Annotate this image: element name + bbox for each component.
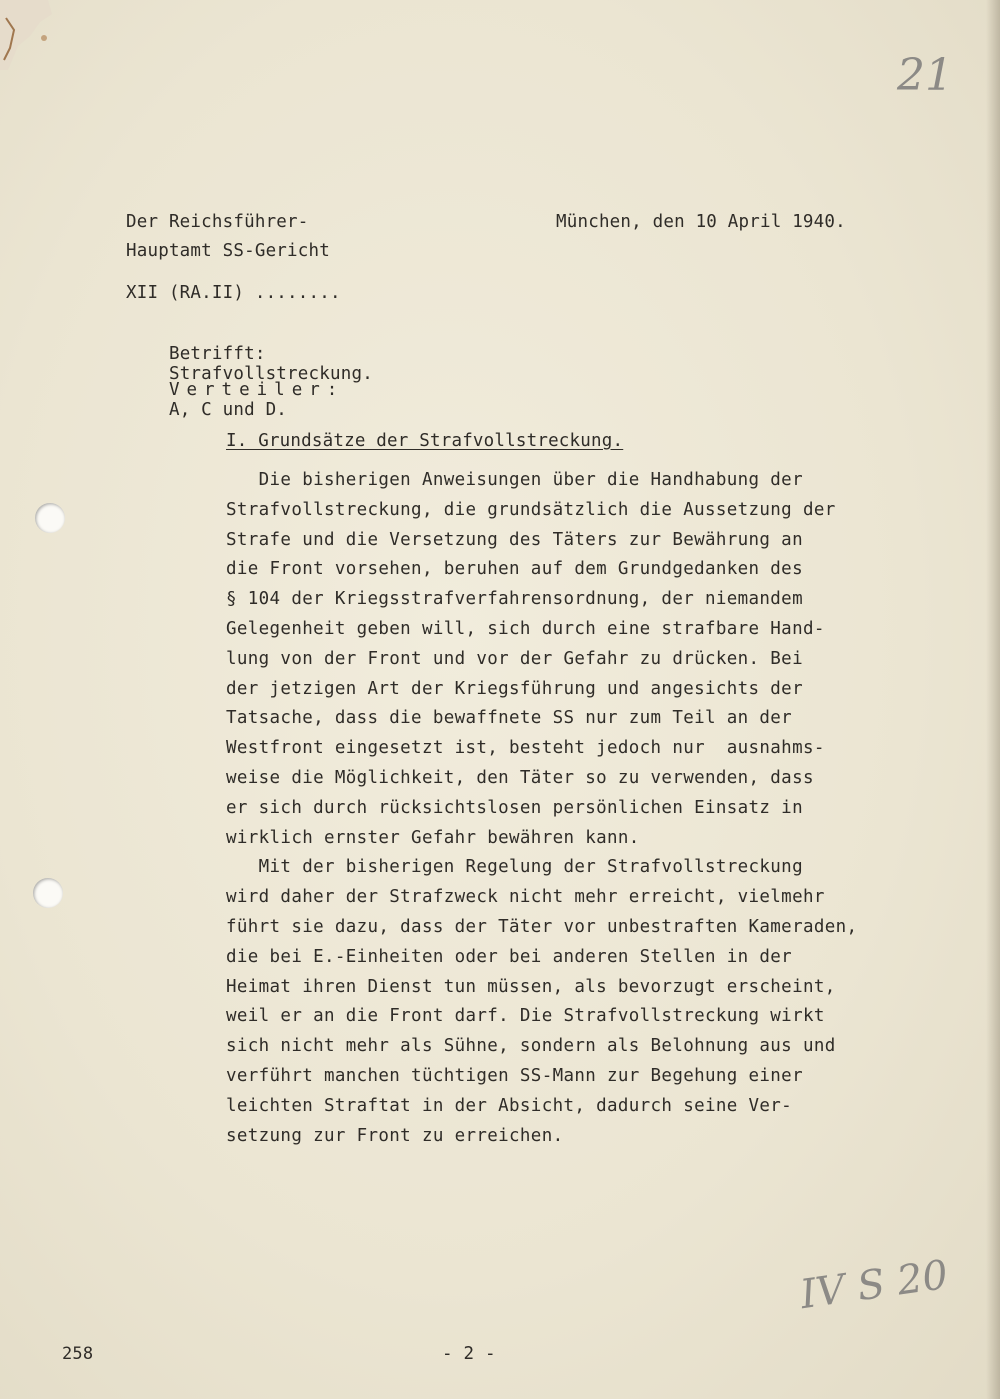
body-line: Mit der bisherigen Regelung der Strafvollstreckung	[226, 857, 803, 878]
body-line: er sich durch rücksichtslosen persönlichen Einsatz in	[226, 797, 803, 818]
page-mark-handwritten: 21	[897, 50, 953, 101]
distribution-label: Verteiler:	[168, 380, 345, 400]
subject-text: Strafvollstreckung.	[168, 364, 373, 384]
body-text	[226, 466, 936, 1151]
body-line: Strafe und die Versetzung des Täters zur Bewährung an	[226, 529, 803, 550]
body-line: weil er an die Front darf. Die Strafvollstreckung wirkt	[226, 1006, 825, 1027]
body-line: Westfront eingesetzt ist, besteht jedoch nur ausnahms-	[226, 738, 825, 759]
file-reference: XII (RA.II) ........	[126, 283, 341, 303]
body-line: führt sie dazu, dass der Täter vor unbestraften Kameraden,	[226, 916, 858, 937]
body-line: setzung zur Front zu erreichen.	[226, 1125, 564, 1146]
body-line: sich nicht mehr als Sühne, sondern als Belohnung aus und	[226, 1036, 836, 1057]
distribution-line	[126, 360, 344, 440]
body-line: Strafvollstreckung, die grundsätzlich die Aussetzung der	[226, 499, 836, 520]
body-line: leichten Straftat in der Absicht, dadurch seine Ver-	[226, 1095, 793, 1116]
place-date: München, den 10 April 1940.	[556, 212, 846, 232]
page-number: - 2 -	[442, 1344, 496, 1364]
body-line: wirklich ernster Gefahr bewähren kann.	[226, 827, 640, 848]
sender-line-2: Hauptamt SS-Gericht	[126, 241, 330, 261]
body-line: verführt manchen tüchtigen SS-Mann zur Begehung einer	[226, 1065, 803, 1086]
punch-hole-top	[35, 503, 65, 533]
body-line: Heimat ihren Dienst tun müssen, als bevorzugt erscheint,	[226, 976, 836, 997]
body-line: Die bisherigen Anweisungen über die Handhabung der	[226, 470, 803, 490]
section-heading: I. Grundsätze der Strafvollstreckung.	[226, 431, 624, 451]
body-line: Tatsache, dass die bewaffnete SS nur zum Teil an der	[226, 708, 793, 729]
body-line: § 104 der Kriegsstrafverfahrensordnung, der niemandem	[226, 589, 803, 610]
torn-corner	[0, 0, 70, 70]
body-line: lung von der Front und vor der Gefahr zu drücken. Bei	[226, 648, 803, 669]
body-line: die bei E.-Einheiten oder bei anderen Stellen in der	[226, 946, 793, 967]
body-line: der jetzigen Art der Kriegsführung und angesichts der	[226, 678, 803, 699]
page-edge-shadow	[986, 0, 1000, 1399]
body-line: Gelegenheit geben will, sich durch eine strafbare Hand-	[226, 618, 825, 639]
body-line: die Front vorsehen, beruhen auf dem Grundgedanken des	[226, 559, 803, 580]
handwritten-archive-note: IV S 20	[797, 1251, 951, 1319]
subject-label: Betrifft:	[168, 344, 266, 364]
body-line: wird daher der Strafzweck nicht mehr erreicht, vielmehr	[226, 887, 825, 908]
sender-line-1: Der Reichsführer-	[126, 212, 309, 232]
distribution-text: A, C und D.	[168, 400, 288, 420]
punch-hole-bottom	[33, 878, 63, 908]
archive-number: 258	[62, 1344, 94, 1364]
body-line: weise die Möglichkeit, den Täter so zu verwenden, dass	[226, 767, 814, 788]
